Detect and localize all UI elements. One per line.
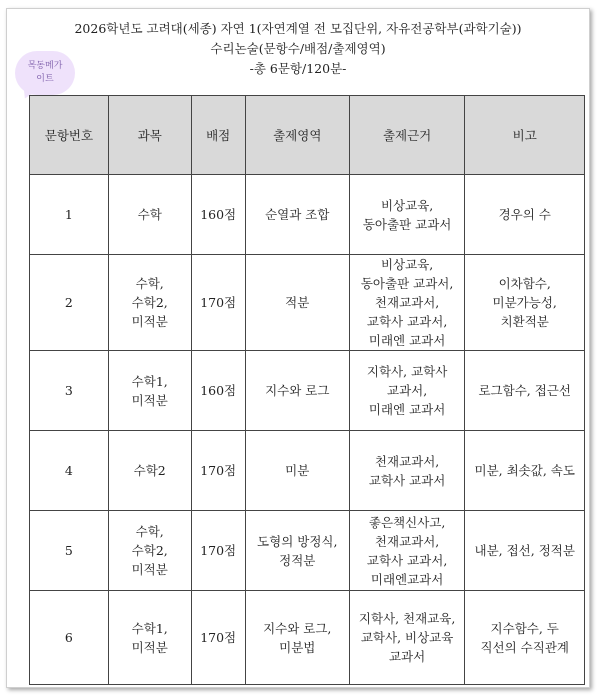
cell-note-line: 직선의 수직관계 xyxy=(480,639,569,655)
cell-score: 160점 xyxy=(191,351,245,431)
cell-source xyxy=(349,431,465,511)
cell-note xyxy=(465,511,585,591)
cell-source-line: 미래엔 교과서 xyxy=(368,402,446,417)
cell-subject-line: 수학, xyxy=(135,524,164,539)
col-header-area: 출제영역 xyxy=(245,96,349,175)
cell-area xyxy=(245,351,349,431)
cell-area xyxy=(245,591,349,685)
col-header-number: 문항번호 xyxy=(30,96,109,175)
cell-source-line: 교학사, 비상교육 xyxy=(360,630,454,645)
cell-source-line: 비상교육, xyxy=(380,257,434,272)
table-row xyxy=(30,431,585,511)
col-header-note: 비고 xyxy=(465,96,585,175)
cell-subject-line: 수학2 xyxy=(133,463,166,478)
cell-note xyxy=(465,351,585,431)
cell-note xyxy=(465,255,585,351)
cell-note-line: 미분가능성, xyxy=(492,295,557,310)
header-title: 2026학년도 고려대(세종) 자연 1(자연계열 전 모집단위, 자유전공학부(과학기술)) xyxy=(74,21,522,36)
cell-source-line: 비상교육, xyxy=(380,197,434,213)
cell-score: 170점 xyxy=(191,255,245,351)
cell-source-line: 교과서, xyxy=(387,383,428,398)
table-row xyxy=(30,255,585,351)
cell-note xyxy=(465,591,585,685)
cell-source-line: 교학사 교과서 xyxy=(368,472,446,488)
cell-score: 170점 xyxy=(191,511,245,591)
cell-subject-line: 수학1, xyxy=(131,373,168,389)
cell-source-line: 동아출판 교과서, xyxy=(360,276,454,291)
cell-subject xyxy=(108,591,191,685)
cell-source-line: 교과서 xyxy=(388,649,426,664)
cell-subject-line: 미적분 xyxy=(131,314,168,329)
cell-subject-line: 수학1, xyxy=(131,620,168,636)
cell-note-line: 경우의 수 xyxy=(498,207,551,222)
cell-subject xyxy=(108,431,191,511)
cell-subject xyxy=(108,511,191,591)
cell-note xyxy=(465,175,585,255)
cell-source-line: 미래엔 교과서 xyxy=(368,333,446,348)
cell-number: 3 xyxy=(30,351,109,431)
cell-note xyxy=(465,431,585,511)
cell-area xyxy=(245,511,349,591)
header-subtitle: 수리논술(문항수/배점/출제영역) xyxy=(210,41,386,56)
badge-line-1: 목동메가 xyxy=(27,61,63,71)
col-header-score: 배점 xyxy=(191,96,245,175)
cell-source-line: 천재교과서, xyxy=(374,453,440,469)
cell-area-line: 적분 xyxy=(285,295,310,310)
cell-source-line: 지학사, 교학사 xyxy=(366,364,448,379)
cell-source xyxy=(349,175,465,255)
table-header-row xyxy=(30,96,585,175)
cell-number: 1 xyxy=(30,175,109,255)
cell-source-line: 교학사 교과서, xyxy=(366,314,448,329)
cell-source xyxy=(349,511,465,591)
cell-source-line: 동아출판 교과서 xyxy=(362,216,452,232)
table-row xyxy=(30,351,585,431)
cell-area-line: 미분 xyxy=(285,463,310,478)
header-summary: -총 6문항/120분- xyxy=(249,61,347,76)
cell-number: 4 xyxy=(30,431,109,511)
cell-subject-line: 수학2, xyxy=(131,295,168,310)
cell-note-line: 내분, 접선, 정적분 xyxy=(474,543,575,558)
cell-source xyxy=(349,351,465,431)
cell-area xyxy=(245,255,349,351)
cell-source-line: 지학사, 천재교육, xyxy=(358,611,456,626)
table-row xyxy=(30,511,585,591)
cell-source-line: 미래엔교과서 xyxy=(370,571,444,587)
badge-line-2: 이트 xyxy=(36,74,54,84)
cell-subject xyxy=(108,351,191,431)
cell-subject-line: 미적분 xyxy=(131,639,168,655)
cell-area-line: 정적분 xyxy=(279,552,316,568)
table-row xyxy=(30,175,585,255)
cell-source xyxy=(349,591,465,685)
cell-subject-line: 미적분 xyxy=(131,562,168,577)
cell-area-line: 지수와 로그, xyxy=(263,620,332,636)
cell-area-line: 순열과 조합 xyxy=(265,207,330,222)
cell-source xyxy=(349,255,465,351)
cell-source-line: 좋은책신사고, xyxy=(368,514,446,530)
cell-source-line: 천재교과서, xyxy=(374,295,440,310)
cell-subject xyxy=(108,255,191,351)
table-row xyxy=(30,591,585,685)
cell-area xyxy=(245,431,349,511)
cell-score: 160점 xyxy=(191,175,245,255)
cell-subject-line: 수학2, xyxy=(131,543,168,558)
cell-subject-line: 수학 xyxy=(137,207,162,222)
cell-note-line: 미분, 최솟값, 속도 xyxy=(474,463,575,478)
cell-subject-line: 미적분 xyxy=(131,392,168,408)
cell-subject-line: 수학, xyxy=(135,276,164,291)
cell-number: 6 xyxy=(30,591,109,685)
document-header xyxy=(7,19,589,79)
document-frame xyxy=(6,8,590,688)
cell-number: 5 xyxy=(30,511,109,591)
cell-note-line: 치환적분 xyxy=(500,314,549,329)
col-header-subject: 과목 xyxy=(108,96,191,175)
cell-area-line: 지수와 로그 xyxy=(265,383,330,398)
exam-table xyxy=(29,95,585,685)
cell-area xyxy=(245,175,349,255)
cell-note-line: 로그함수, 접근선 xyxy=(478,383,571,398)
cell-source-line: 천재교과서, xyxy=(374,533,440,549)
cell-note-line: 지수함수, 두 xyxy=(490,620,559,636)
cell-area-line: 미분법 xyxy=(279,639,316,655)
cell-score: 170점 xyxy=(191,431,245,511)
cell-area-line: 도형의 방정식, xyxy=(257,533,338,549)
col-header-source: 출제근거 xyxy=(349,96,465,175)
cell-note-line: 이차함수, xyxy=(498,276,551,291)
cell-number: 2 xyxy=(30,255,109,351)
cell-score: 170점 xyxy=(191,591,245,685)
cell-source-line: 교학사 교과서, xyxy=(366,552,448,568)
cell-subject xyxy=(108,175,191,255)
